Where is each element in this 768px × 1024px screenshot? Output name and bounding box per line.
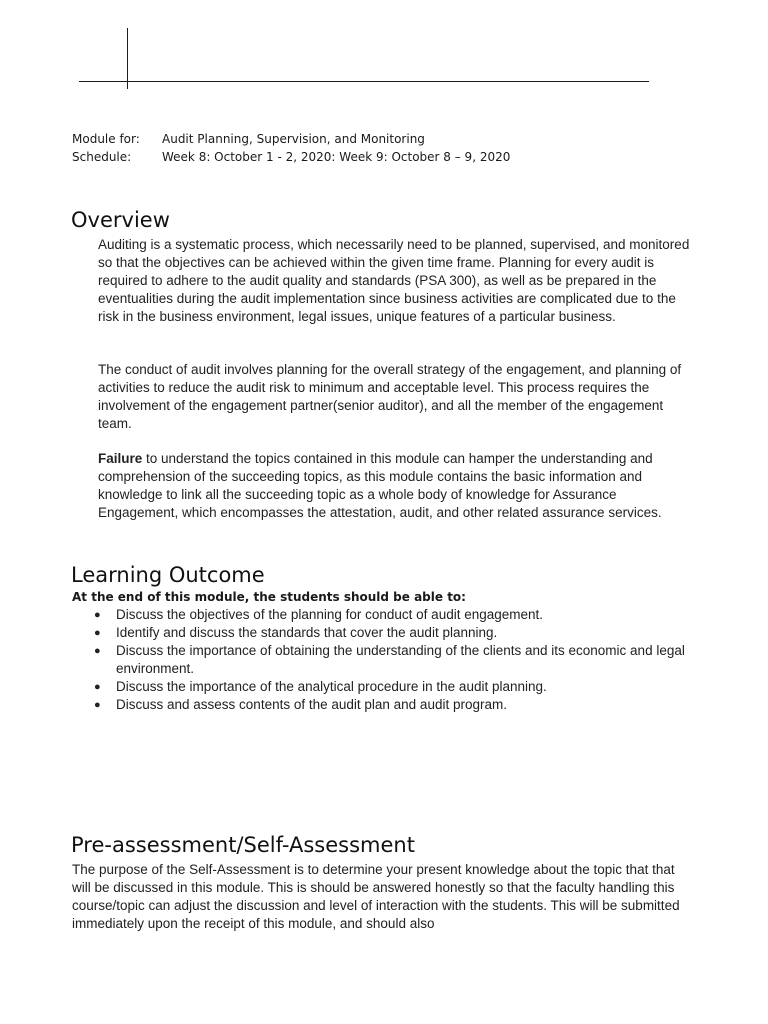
list-item [94, 678, 704, 696]
schedule-value: Week 8: October 1 - 2, 2020: Week 9: October 8 – 9, 2020 [162, 150, 511, 164]
pre-assessment-heading: Pre-assessment/Self-Assessment [71, 833, 415, 857]
list-item-text: Discuss and assess contents of the audit plan and audit program. [116, 697, 507, 712]
bullet-icon: ● [94, 699, 101, 711]
schedule-label: Schedule: [72, 150, 132, 164]
bullet-icon: ● [94, 627, 101, 639]
overview-paragraph-1: Auditing is a systematic process, which necessarily need to be planned, supervised, and monitored so that the objectives can be achieved within the given time frame. Planning for every audit is required to adhere to the audit quality and standards (PSA 300), as well as be prepared in the eventualities during the audit implementation since business activities are complicated due to the risk in the business environment, legal issues, unique features of a particular business. [98, 237, 690, 324]
schedule-row [72, 148, 510, 166]
list-item [94, 606, 704, 624]
bullet-icon: ● [94, 609, 101, 621]
overview-heading: Overview [71, 208, 170, 232]
list-item [94, 696, 704, 714]
overview-paragraph-2: The conduct of audit involves planning for the overall strategy of the engagement, and planning of activities to reduce the audit risk to minimum and acceptable level. This process requires the involvement of the engagement partner(senior auditor), and all the member of the engagement team. [98, 362, 682, 431]
header-horizontal-rule [79, 81, 649, 82]
bullet-icon: ● [94, 681, 101, 693]
failure-emphasis: Failure [98, 451, 143, 466]
list-item [94, 624, 704, 642]
list-item-text: Discuss the importance of obtaining the understanding of the clients and its economic and legal environment. [116, 643, 685, 676]
module-for-label: Module for: [72, 132, 140, 146]
pre-assessment-paragraph: The purpose of the Self-Assessment is to determine your present knowledge about the topic that that will be discussed in this module. This is should be answered honestly so that the faculty handling this course/topic can adjust the discussion and level of interaction with the students. This will be submitted immediately upon the receipt of this module, and should also [72, 862, 680, 931]
module-for-row [72, 130, 510, 148]
overview-paragraph-3 [98, 450, 698, 522]
list-item-text: Discuss the importance of the analytical procedure in the audit planning. [116, 679, 547, 694]
overview-paragraph-3-text: to understand the topics contained in this module can hamper the understanding and comprehension of the succeeding topics, as this module contains the basic information and knowledge to link all the succeeding topic as a whole body of knowledge for Assurance Engagement, which encompasses the attestation, audit, and other related assurance services. [98, 451, 662, 520]
module-for-value: Audit Planning, Supervision, and Monitoring [162, 132, 425, 146]
list-item-text: Identify and discuss the standards that cover the audit planning. [116, 625, 498, 640]
learning-outcome-intro: At the end of this module, the students should be able to: [72, 590, 466, 604]
module-info [72, 130, 510, 166]
learning-outcome-list [94, 606, 704, 714]
list-item [94, 642, 704, 678]
list-item-text: Discuss the objectives of the planning for conduct of audit engagement. [116, 607, 544, 622]
header-vertical-rule [127, 28, 128, 89]
learning-outcome-heading: Learning Outcome [71, 563, 265, 587]
bullet-icon: ● [94, 645, 101, 657]
